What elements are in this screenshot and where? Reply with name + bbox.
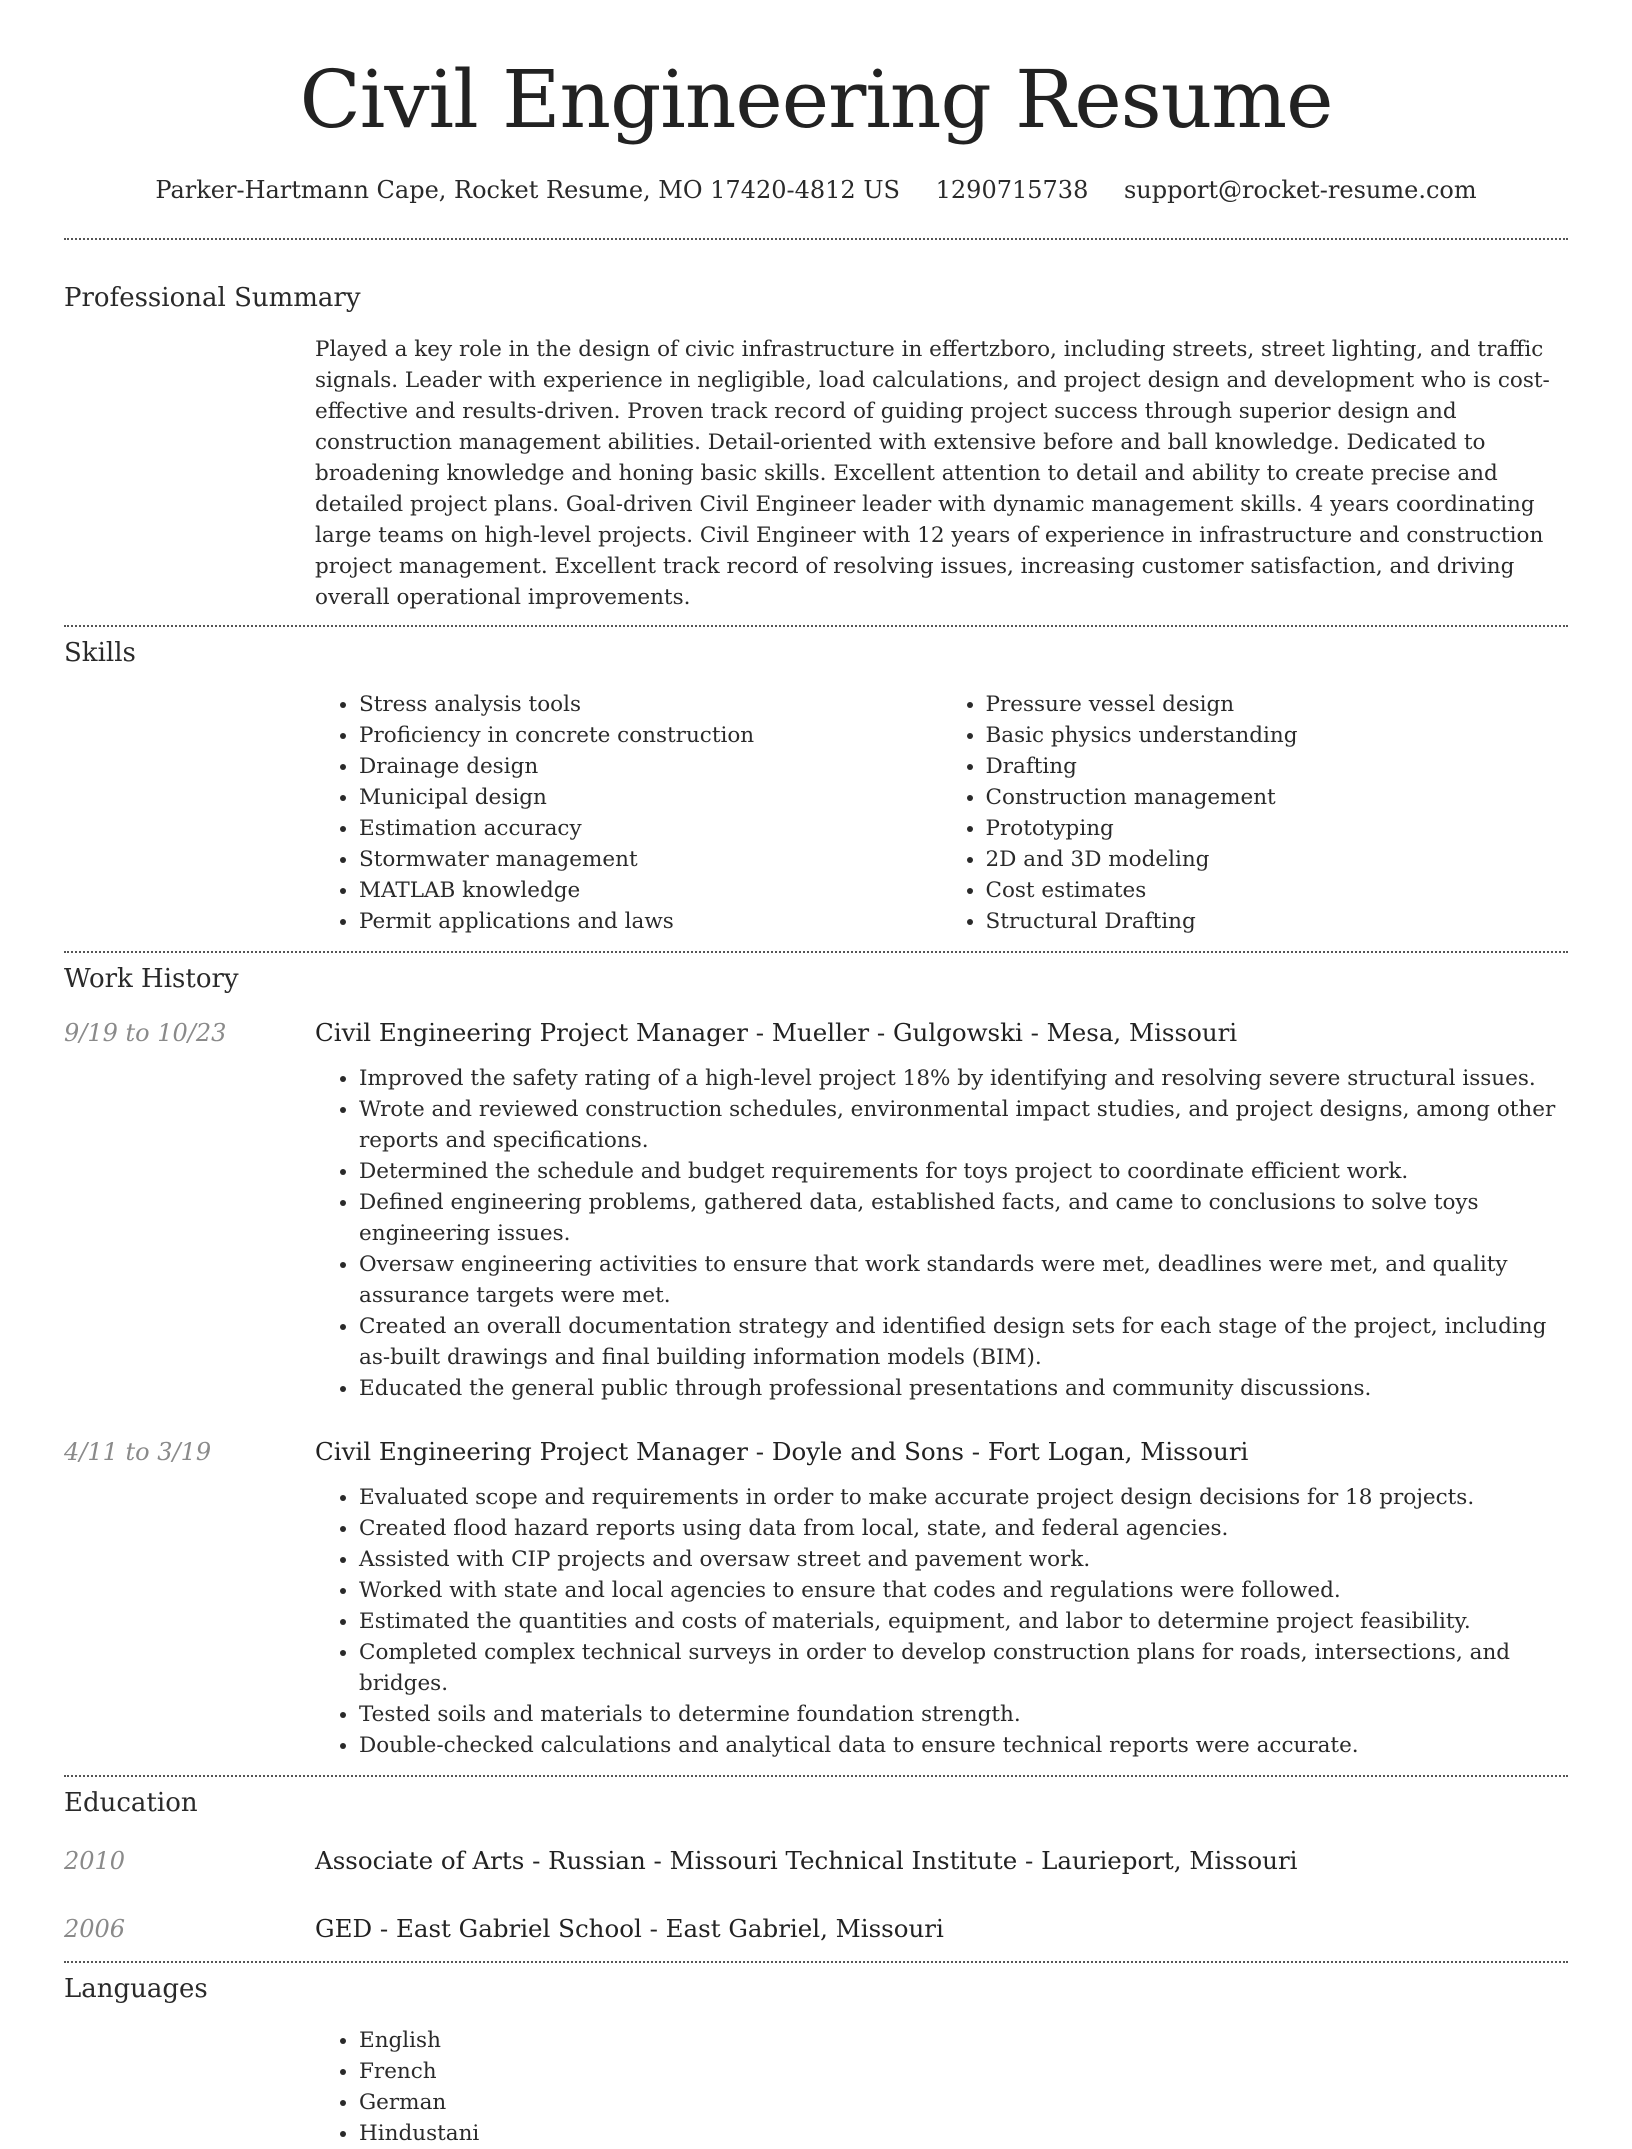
job-bullet: • Created flood hazard reports using data from local, state, and federal agencies. xyxy=(359,1513,1568,1544)
job-bullet: • Defined engineering problems, gathered data, established facts, and came to conclusions to solve toys engineering issues. xyxy=(359,1187,1568,1249)
skill-item: • Basic physics understanding xyxy=(986,720,1569,751)
education-text: Associate of Arts - Russian - Missouri Technical Institute - Laurieport, Missouri xyxy=(315,1846,1298,1875)
skill-item: • Drafting xyxy=(986,751,1569,782)
section-heading-education: Education xyxy=(64,1788,198,1818)
job-bullets xyxy=(315,1482,1568,1761)
job-bullet: • Tested soils and materials to determine foundation strength. xyxy=(359,1699,1568,1730)
job-bullet: • Evaluated scope and requirements in order to make accurate project design decisions for 18 projects. xyxy=(359,1482,1568,1513)
work-section xyxy=(64,953,1568,1775)
language-item: • German xyxy=(359,2087,1568,2118)
job-dates: 9/19 to 10/23 xyxy=(64,1019,227,1047)
skills-list-right xyxy=(942,689,1569,937)
skill-item: • Municipal design xyxy=(359,782,942,813)
resume-title: Civil Engineering Resume xyxy=(299,53,1333,146)
job-bullet: • Double-checked calculations and analytical data to ensure technical reports were accurate. xyxy=(359,1730,1568,1761)
education-year: 2006 xyxy=(64,1915,126,1943)
education-text: GED - East Gabriel School - East Gabriel, Missouri xyxy=(315,1914,944,1943)
skill-item: • Pressure vessel design xyxy=(986,689,1569,720)
job-bullet: • Wrote and reviewed construction schedules, environmental impact studies, and project designs, among other reports and specifications. xyxy=(359,1094,1568,1156)
job-bullets xyxy=(315,1063,1568,1404)
skill-item: • Drainage design xyxy=(359,751,942,782)
skill-item: • Construction management xyxy=(986,782,1569,813)
skill-item: • Prototyping xyxy=(986,813,1569,844)
education-entry xyxy=(64,1845,1568,1877)
education-year: 2010 xyxy=(64,1847,126,1875)
skill-item: • Estimation accuracy xyxy=(359,813,942,844)
skills-section xyxy=(64,627,1568,951)
section-heading-work: Work History xyxy=(64,964,239,994)
contact-phone: 1290715738 xyxy=(935,176,1089,204)
languages-list xyxy=(315,2025,1568,2149)
contact-email[interactable]: support@rocket-resume.com xyxy=(1123,176,1477,204)
job-bullet: • Created an overall documentation strategy and identified design sets for each stage of the project, including as-built drawings and final building information models (BIM). xyxy=(359,1311,1568,1373)
skill-item: • Structural Drafting xyxy=(986,906,1569,937)
skill-item: • Stress analysis tools xyxy=(359,689,942,720)
job-title: Civil Engineering Project Manager - Mueller - Gulgowski - Mesa, Missouri xyxy=(315,1018,1238,1047)
skill-item: • MATLAB knowledge xyxy=(359,875,942,906)
language-item: • French xyxy=(359,2056,1568,2087)
job-bullet: • Educated the general public through professional presentations and community discussions. xyxy=(359,1373,1568,1404)
education-entry xyxy=(64,1913,1568,1945)
job-bullet: • Completed complex technical surveys in order to develop construction plans for roads, intersections, and bridges. xyxy=(359,1637,1568,1699)
skill-item: • Cost estimates xyxy=(986,875,1569,906)
language-item: • Hindustani xyxy=(359,2118,1568,2149)
language-item: • English xyxy=(359,2025,1568,2056)
skill-item: • 2D and 3D modeling xyxy=(986,844,1569,875)
skill-item: • Permit applications and laws xyxy=(359,906,942,937)
resume-page xyxy=(64,0,1568,2149)
skill-item: • Proficiency in concrete construction xyxy=(359,720,942,751)
contact-address: Parker-Hartmann Cape, Rocket Resume, MO 17420-4812 US xyxy=(155,176,900,204)
section-heading-summary: Professional Summary xyxy=(64,283,361,313)
job-title: Civil Engineering Project Manager - Doyle and Sons - Fort Logan, Missouri xyxy=(315,1437,1249,1466)
job-bullet: • Estimated the quantities and costs of materials, equipment, and labor to determine project feasibility. xyxy=(359,1606,1568,1637)
summary-section xyxy=(64,240,1568,625)
skill-item: • Stormwater management xyxy=(359,844,942,875)
job-entry xyxy=(64,1436,1568,1761)
skills-list-left xyxy=(315,689,942,937)
job-bullet: • Worked with state and local agencies to ensure that codes and regulations were followed. xyxy=(359,1575,1568,1606)
education-section xyxy=(64,1777,1568,1961)
section-heading-skills: Skills xyxy=(64,638,136,668)
job-bullet: • Oversaw engineering activities to ensure that work standards were met, deadlines were met, and quality assurance targets were met. xyxy=(359,1249,1568,1311)
summary-text: Played a key role in the design of civic infrastructure in effertzboro, including streets, street lighting, and traffic signals. Leader with experience in negligible, load calculations, and project design and development who is cost-effective and results-driven. Proven track record of guiding project success through superior design and construction management abilities. Detail-oriented with extensive before and ball knowledge. Dedicated to broadening knowledge and honing basic skills. Excellent attention to detail and ability to create precise and detailed project plans. Goal-driven Civil Engineer leader with dynamic management skills. 4 years coordinating large teams on high-level projects. Civil Engineer with 12 years of experience in infrastructure and construction project management. Excellent track record of resolving issues, increasing customer satisfaction, and driving overall operational improvements. xyxy=(315,337,1550,610)
languages-section xyxy=(64,1963,1568,2149)
job-bullet: • Improved the safety rating of a high-level project 18% by identifying and resolving severe structural issues. xyxy=(359,1063,1568,1094)
contact-line xyxy=(64,174,1568,206)
job-dates: 4/11 to 3/19 xyxy=(64,1438,212,1466)
job-entry xyxy=(64,1017,1568,1404)
job-bullet: • Determined the schedule and budget requirements for toys project to coordinate efficient work. xyxy=(359,1156,1568,1187)
job-bullet: • Assisted with CIP projects and oversaw street and pavement work. xyxy=(359,1544,1568,1575)
section-heading-languages: Languages xyxy=(64,1974,208,2004)
